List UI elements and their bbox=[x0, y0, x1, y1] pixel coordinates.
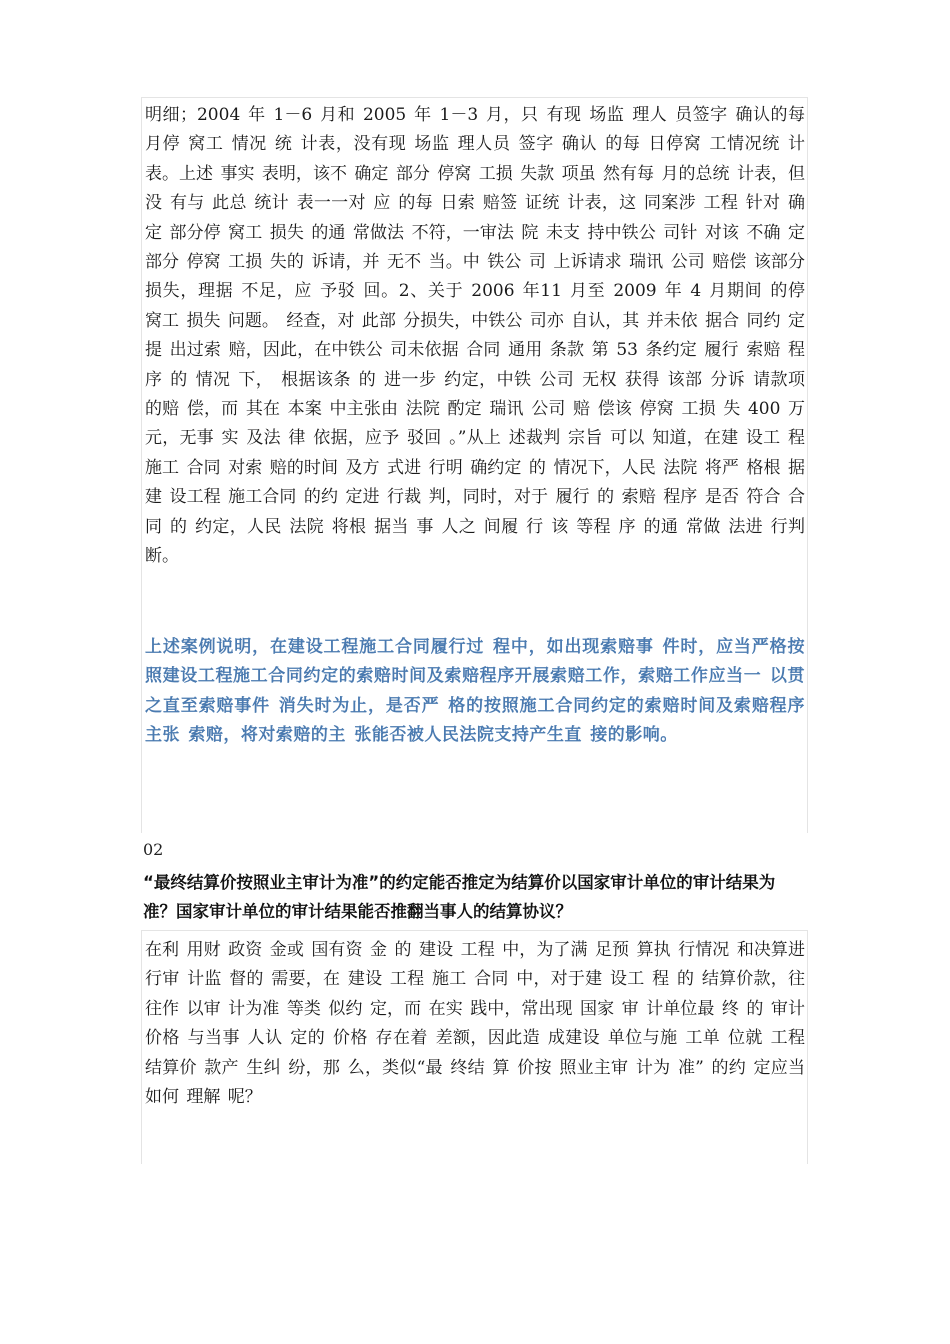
conclusion-paragraph: 上述案例说明，在建设工程施工合同履行过 程中，如出现索赔事 件时，应当严格按照建设工程施工合同约定的索赔时间及索赔程序开展索赔工作，索赔工作应当一 以贯之直至索赔事件 消失时为止，是否严 格的按照施工合同约定的索赔时间及索赔程序主张 索赔，将对索赔的主 张能否被人民法院支持产生直 接的影响。 bbox=[145, 637, 805, 746]
section-number: 02 bbox=[143, 840, 164, 859]
intro-paragraph: 在利 用财 政资 金或 国有资 金 的 建设 工程 中，为了满 足预 算执 行情况 和决算进 行审 计监 督的 需要，在 建设 工程 施工 合同 中，对于建 设工 程 的 结算价款，往 往作 以审 计为准 等类 似约 定，而 在实 践中，常出现 国家 审 计单位最 终 的 审计 价格 与当事 人认 定的 价格 存在着 差额，因此造 成建设 单位与施 工单 位就 工程 结算价 款产 生纠 纷，那 么，类似“最 终结 算 价按 照业主审 计为 准” 的约 定应当 如何 理解 呢？ bbox=[145, 940, 805, 1108]
text-box-section1 bbox=[141, 97, 808, 833]
case-analysis-paragraph: 明细；2004 年 1－6 月和 2005 年 1－3 月，只 有现 场监 理人 员签字 确认的每 月停 窝工 情况 统 计表，没有现 场监 理人员 签字 确认 的每 日停窝 工情况统 计表。上述 事实 表明，该不 确定 部分 停窝 工损 失款 项虽 然有每 月的总统 计表，但没 有与 此总 统计 表一一对 应 的每 日索 赔签 证统 计表，这 同案涉 工程 针对 确定 部分停 窝工 损失 的通 常做法 不符，一审法 院 未支 持中铁公 司针 对该 不确 定 部分 停窝 工损 失的 诉请，并 无不 当。中 铁公 司 上诉请求 瑞讯 公司 赔偿 该部分 损失，理据 不足，应 予驳 回。2、关于 2006 年11 月至 2009 年 4 月期间 的停 窝工 损失 问题。 经查，对 此部 分损失，中铁公 司亦 自认，其 并未依 据合 同约 定提 出过索 赔，因此，在中铁公 司未依据 合同 通用 条款 第 53 条约定 履行 索赔 程序 的 情况 下， 根据该条 的 进一步 约定，中铁 公司 无权 获得 该部 分诉 请款项 的赔 偿，而 其在 本案 中主张由 法院 酌定 瑞讯 公司 赔 偿该 停窝 工损 失 400 万元，无事 实 及法 律 依据，应予 驳回 。”从上 述裁判 宗旨 可以 知道，在建 设工 程施工 合同 对索 赔的时间 及方 式进 行明 确约定 的 情况下，人民 法院 将严 格根 据建 设工程 施工合同 的约 定进 行裁 判，同时，对于 履行 的 索赔 程序 是否 符合 合同 的 约定，人民 法院 将根 据当 事 人之 间履 行 该 等程 序 的通 常做 法进 行判 断。 bbox=[145, 105, 805, 567]
text-box-section2 bbox=[141, 930, 808, 1164]
section-heading: “最终结算价按照业主审计为准”的约定能否推定为结算价以国家审计单位的审计结果为准？国家审计单位的审计结果能否推翻当事人的结算协议？ bbox=[143, 873, 776, 921]
